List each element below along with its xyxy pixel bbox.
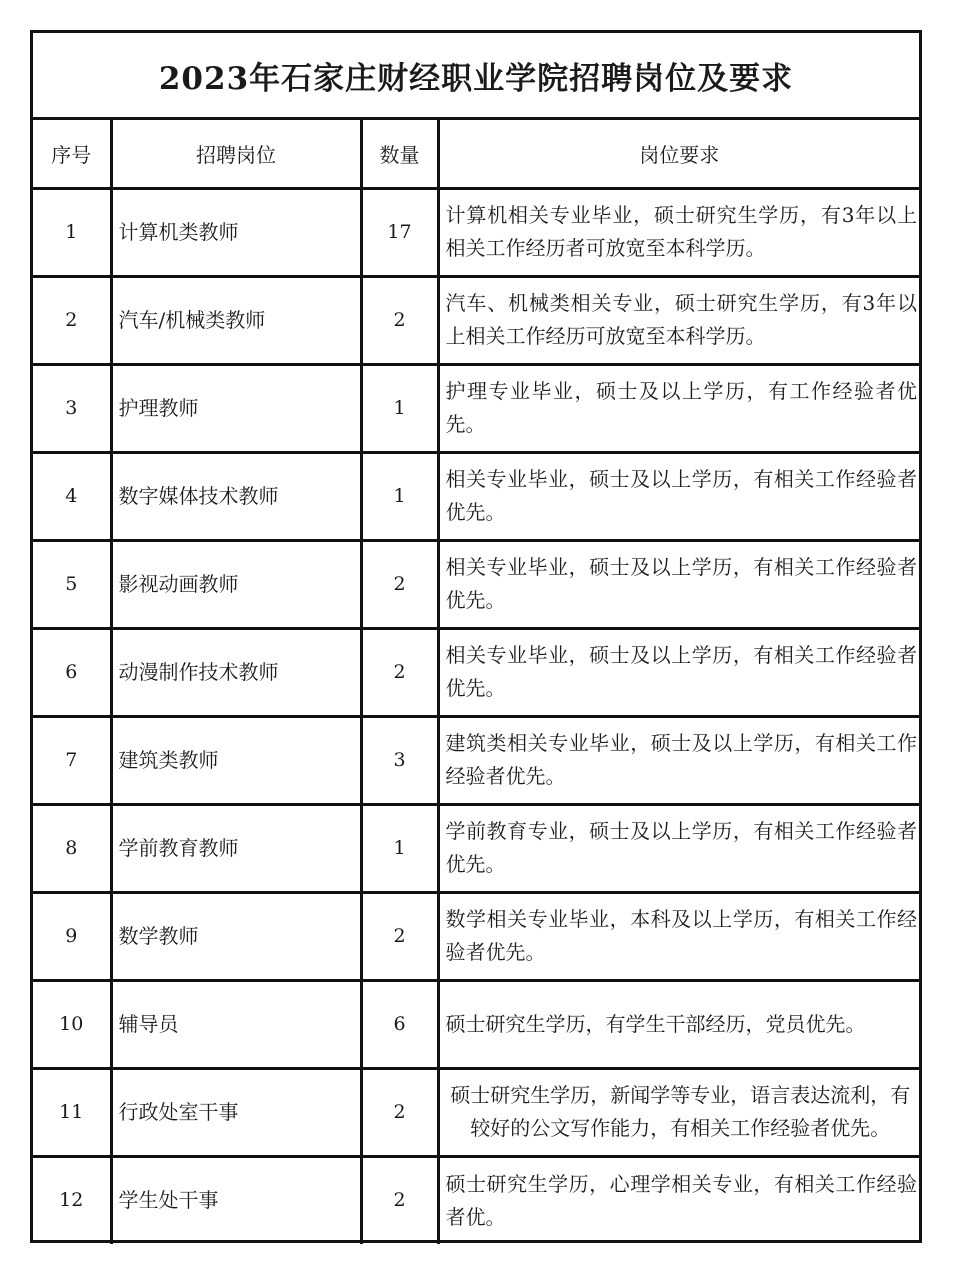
table-row: [33, 188, 919, 276]
row-index: 8: [33, 804, 111, 892]
row-requirements: 护理专业毕业，硕士及以上学历，有工作经验者优先。: [438, 364, 919, 452]
row-position: 学生处干事: [111, 1156, 361, 1244]
table-row: [33, 804, 919, 892]
table-row: [33, 980, 919, 1068]
table-row: [33, 716, 919, 804]
row-requirements: 相关专业毕业，硕士及以上学历，有相关工作经验者优先。: [438, 540, 919, 628]
header-position: 招聘岗位: [111, 120, 361, 188]
row-index: 1: [33, 188, 111, 276]
row-position: 计算机类教师: [111, 188, 361, 276]
row-requirements: 相关专业毕业，硕士及以上学历，有相关工作经验者优先。: [438, 628, 919, 716]
row-position: 学前教育教师: [111, 804, 361, 892]
row-requirements: 数学相关专业毕业，本科及以上学历，有相关工作经验者优先。: [438, 892, 919, 980]
row-index: 9: [33, 892, 111, 980]
row-count: 1: [361, 452, 438, 540]
header-requirements: 岗位要求: [438, 120, 919, 188]
row-position: 数字媒体技术教师: [111, 452, 361, 540]
row-index: 7: [33, 716, 111, 804]
row-requirements: 硕士研究生学历，心理学相关专业，有相关工作经验者优。: [445, 1171, 917, 1229]
row-requirements: 学前教育专业，硕士及以上学历，有相关工作经验者优先。: [438, 804, 919, 892]
row-count: 2: [361, 1068, 438, 1156]
row-index: 4: [33, 452, 111, 540]
row-index: 11: [33, 1068, 111, 1156]
row-count: 17: [361, 188, 438, 276]
row-requirements: 硕士研究生学历，有学生干部经历，党员优先。: [438, 980, 919, 1068]
page-title: 2023年石家庄财经职业学院招聘岗位及要求: [158, 60, 794, 97]
row-position: 建筑类教师: [111, 716, 361, 804]
table-row: [33, 540, 919, 628]
table-row: [33, 1156, 919, 1244]
header-index: 序号: [33, 120, 111, 188]
row-requirements: 计算机相关专业毕业，硕士研究生学历，有3年以上相关工作经历者可放宽至本科学历。: [438, 188, 919, 276]
row-index: 6: [33, 628, 111, 716]
row-count: 2: [361, 628, 438, 716]
recruitment-table: [33, 120, 919, 1244]
row-position: 影视动画教师: [111, 540, 361, 628]
row-requirements: 硕士研究生学历，新闻学等专业，语言表达流利，有较好的公文写作能力，有相关工作经验者优先。: [438, 1068, 919, 1156]
row-position: 汽车/机械类教师: [111, 276, 361, 364]
table-row: [33, 452, 919, 540]
row-position: 动漫制作技术教师: [111, 628, 361, 716]
row-index: 2: [33, 276, 111, 364]
row-count: 3: [361, 716, 438, 804]
table-row: [33, 1068, 919, 1156]
row-count: 6: [361, 980, 438, 1068]
row-count: 1: [361, 804, 438, 892]
table-header-row: [33, 120, 919, 188]
table-row: [33, 628, 919, 716]
row-requirements: 相关专业毕业，硕士及以上学历，有相关工作经验者优先。: [438, 452, 919, 540]
row-count: 2: [361, 892, 438, 980]
row-position: 行政处室干事: [111, 1068, 361, 1156]
row-position: 数学教师: [111, 892, 361, 980]
row-count: 2: [361, 276, 438, 364]
row-count: 1: [361, 364, 438, 452]
row-position: 护理教师: [111, 364, 361, 452]
row-count: 2: [361, 1156, 438, 1244]
table-row: [33, 364, 919, 452]
row-count: 2: [361, 540, 438, 628]
table-row: [33, 892, 919, 980]
header-count: 数量: [361, 120, 438, 188]
row-position: 辅导员: [111, 980, 361, 1068]
row-requirements: 建筑类相关专业毕业，硕士及以上学历，有相关工作经验者优先。: [438, 716, 919, 804]
recruitment-table-sheet: [30, 30, 922, 1243]
table-row: [33, 276, 919, 364]
row-index: 12: [33, 1156, 111, 1244]
row-index: 3: [33, 364, 111, 452]
row-index: 10: [33, 980, 111, 1068]
row-requirements: 汽车、机械类相关专业，硕士研究生学历，有3年以上相关工作经历可放宽至本科学历。: [438, 276, 919, 364]
title-row: [33, 33, 919, 120]
row-index: 5: [33, 540, 111, 628]
